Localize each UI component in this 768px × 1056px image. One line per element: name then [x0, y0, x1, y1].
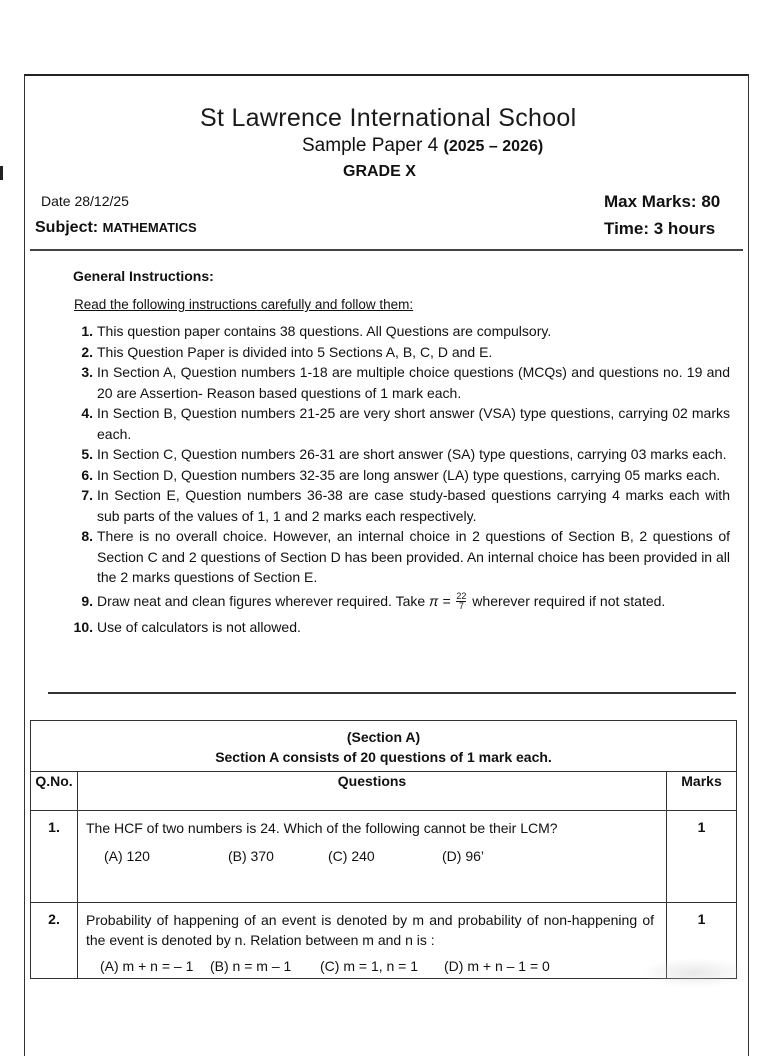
instruction-number: 10. [73, 619, 93, 636]
paper-title [302, 135, 543, 157]
instruction-item [66, 591, 730, 612]
instruction-text: In Section D, Question numbers 32-35 are long answer (LA) type questions, carrying 05 marks each. [97, 466, 721, 483]
options [86, 956, 654, 976]
option: (B) 370 [228, 848, 274, 864]
fraction-denominator: 7 [456, 601, 466, 611]
instruction-text-part: wherever required if not stated. [472, 592, 666, 609]
instruction-item [66, 342, 730, 363]
instruction-text: In Section E, Question numbers 36-38 are case study-based questions carrying 4 marks each with sub parts of the values of 1, 1 and 2 marks each respectively. [97, 487, 730, 524]
instruction-number: 3. [81, 364, 93, 380]
question-marks: 1 [667, 811, 737, 903]
instruction-item [66, 526, 730, 588]
option: (D) 96’ [442, 848, 485, 864]
option: (D) m + n – 1 = 0 [444, 958, 550, 974]
question-body [78, 811, 667, 903]
table-header-row [31, 772, 737, 811]
paper-name: Sample Paper 4 [302, 135, 439, 156]
instruction-number: 7. [81, 487, 93, 503]
instruction-list [66, 321, 730, 638]
subject [35, 219, 197, 237]
instruction-text: This Question Paper is divided into 5 Sections A, B, C, D and E. [97, 343, 493, 360]
option: (C) m = 1, n = 1 [320, 958, 419, 974]
question-table [30, 720, 737, 979]
col-qno: Q.No. [31, 772, 78, 811]
paper-year: (2025 – 2026) [443, 138, 544, 155]
question-number: 2. [31, 903, 78, 979]
instruction-number: 4. [81, 405, 93, 421]
question-body [78, 903, 667, 979]
fraction-numerator: 22 [456, 591, 467, 602]
instruction-number: 8. [81, 528, 93, 544]
instruction-text: There is no overall choice. However, an internal choice in 2 questions of Section B, 2 questions of Section C and 2 questions of Section D has been provided. An internal choice has been provided in all the 2 marks questions of Section E. [97, 528, 730, 585]
instruction-number: 2. [81, 343, 93, 360]
subject-value: MATHEMATICS [102, 220, 197, 235]
scan-shadow [640, 958, 750, 988]
instructions-title: General Instructions: [73, 268, 214, 284]
instruction-text: Use of calculators is not allowed. [97, 619, 301, 636]
instructions-subtitle: Read the following instructions carefully and follow them: [74, 297, 414, 312]
fraction [456, 592, 466, 611]
grade: GRADE X [343, 163, 416, 180]
question-text: The HCF of two numbers is 24. Which of the following cannot be their LCM? [86, 820, 558, 836]
instruction-text: In Section A, Question numbers 1-18 are multiple choice questions (MCQs) and questions no. 19 and 20 are Assertion- Reason based questions of 1 mark each. [97, 364, 730, 401]
instruction-item [66, 617, 730, 638]
table-row [31, 903, 737, 979]
instruction-number: 9. [81, 592, 93, 609]
option: (A) 120 [104, 848, 150, 864]
exam-date: Date 28/12/25 [41, 193, 129, 209]
instruction-number: 6. [81, 466, 93, 483]
instruction-number: 5. [81, 446, 93, 462]
instruction-text-part: Draw neat and clean figures wherever required. Take [97, 592, 426, 609]
instruction-text: This question paper contains 38 questions. All Questions are compulsory. [97, 323, 552, 339]
instruction-item [66, 403, 730, 444]
instruction-item [66, 465, 730, 486]
col-marks: Marks [667, 772, 737, 811]
section-header [31, 721, 737, 772]
instruction-text: In Section C, Question numbers 26-31 are short answer (SA) type questions, carrying 03 marks each. [97, 446, 727, 462]
options [86, 846, 654, 866]
max-marks: Max Marks: 80 [604, 192, 721, 211]
section-title: (Section A) [346, 729, 421, 745]
instruction-number: 1. [81, 323, 93, 339]
divider [30, 249, 743, 251]
question-number: 1. [31, 811, 78, 903]
divider [48, 692, 736, 694]
question-marks: 1 [667, 903, 737, 979]
instruction-item [66, 321, 730, 342]
option: (C) 240 [328, 848, 375, 864]
option: (A) m + n = – 1 [100, 958, 194, 974]
instruction-text [97, 591, 730, 612]
subject-label: Subject: [35, 219, 99, 236]
school-name: St Lawrence International School [200, 104, 577, 132]
section-subtitle: Section A consists of 20 questions of 1 mark each. [215, 749, 552, 765]
table-row [31, 811, 737, 903]
exam-time: Time: 3 hours [604, 219, 716, 238]
col-questions: Questions [78, 772, 667, 811]
pi-symbol: π = [429, 592, 451, 609]
option: (B) n = m – 1 [210, 958, 292, 974]
instruction-text: In Section B, Question numbers 21-25 are very short answer (VSA) type questions, carrying 02 marks each. [97, 405, 730, 442]
question-text: Probability of happening of an event is denoted by m and probability of non-happening of the event is denoted by n. Relation between m and n is : [86, 912, 654, 948]
instruction-item [66, 362, 730, 403]
instruction-item [66, 444, 730, 465]
instruction-item [66, 485, 730, 526]
margin-mark [0, 166, 3, 180]
